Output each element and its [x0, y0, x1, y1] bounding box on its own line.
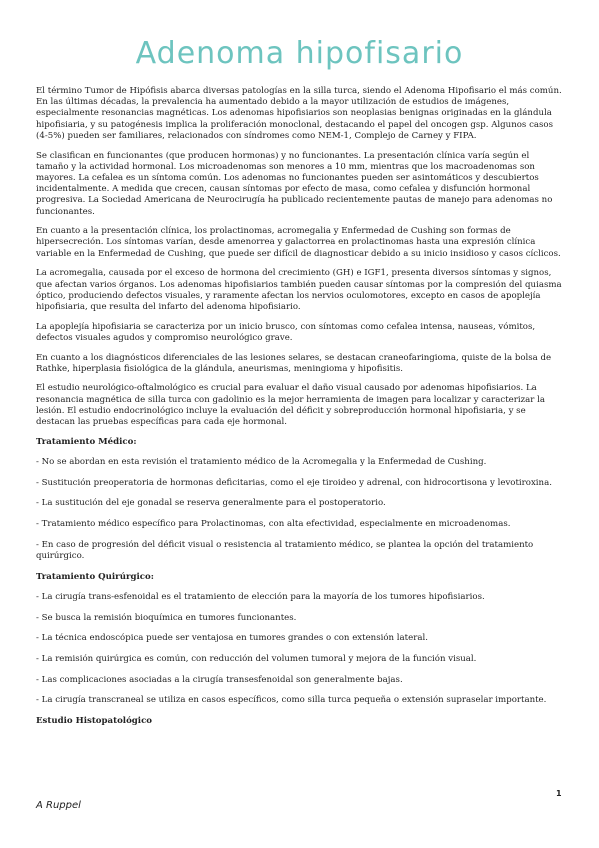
paragraph-apoplexy: La apoplejía hipofisiaria se caracteriza por un inicio brusco, con síntomas como cefalea intensa, nauseas, vómitos, defectos visuales agudos y compromiso neurológico grave.: [36, 321, 536, 343]
list-item: - Tratamiento médico específico para Prolactinomas, con alta efectividad, especialmente en microadenomas.: [36, 519, 511, 530]
list-item: - La remisión quirúrgica es común, con reducción del volumen tumoral y mejora de la función visual.: [36, 654, 477, 665]
page-number: 1: [556, 789, 562, 798]
list-item: - La cirugía trans-esfenoidal es el tratamiento de elección para la mayoría de los tumores hipofisiarios.: [36, 591, 485, 602]
list-item: - Las complicaciones asociadas a la cirugía transesfenoidal son generalmente bajas.: [36, 674, 403, 685]
heading-medical-treatment: Tratamiento Médico:: [36, 436, 137, 447]
list-item: - La técnica endoscópica puede ser ventajosa en tumores grandes o con extensión lateral.: [36, 633, 428, 644]
paragraph-intro: El término Tumor de Hipófisis abarca diversas patologías en la silla turca, siendo el Adenoma Hipofisario el más común. En las últimas décadas, la prevalencia ha aumentado debido a la mayor utilización de estudios de imágenes, especialmente resonancias magnéticas. Los adenomas hipofisiarios son neoplasias benignas originadas en la glándula hipofisiaria, y su patogénesis implica la proliferación monoclonal, destacando el papel del oncogen gsp. Algunos casos (4-5%) pueden ser familiares, relacionados con síndromes como NEM-1, Complejo de Carney y FIPA.: [36, 86, 562, 141]
list-item: - En caso de progresión del déficit visual o resistencia al tratamiento médico, se plantea la opción del tratamiento quirúrgico.: [36, 539, 534, 561]
author-signature: A Ruppel: [36, 800, 81, 811]
document-body: [36, 86, 563, 736]
paragraph-acromegaly: La acromegalia, causada por el exceso de hormona del crecimiento (GH) e IGF1, presenta diversos síntomas y signos, que afectan varios órganos. Los adenomas hipofisiarios también pueden causar síntomas por la compresión del quiasma óptico, produciendo defectos visuales, y raramente afectan los nervios oculomotores, excepto en casos de apoplejía hipofisiaria, que resulta del infarto del adenoma hipofisiario.: [36, 268, 562, 312]
list-item: - La sustitución del eje gonadal se reserva generalmente para el postoperatorio.: [36, 498, 386, 509]
paragraph-study: El estudio neurológico-oftalmológico es crucial para evaluar el daño visual causado por adenomas hipofisiarios. La resonancia magnética de silla turca con gadolinio es la mejor herramienta de imagen para localizar y caracterizar la lesión. El estudio endocrinológico incluye la evaluación del déficit y sobreproducción hormonal hipofisiaria, y se destacan las pruebas específicas para cada eje hormonal.: [36, 383, 545, 428]
paragraph-differential: En cuanto a los diagnósticos diferenciales de las lesiones selares, se destacan craneofaringioma, quiste de la bolsa de Rathke, hiperplasia fisiológica de la glándula, aneurismas, meningioma y hipofisitis.: [36, 352, 552, 374]
paragraph-clinical: En cuanto a la presentación clínica, los prolactinomas, acromegalia y Enfermedad de Cushing son formas de hipersecreción. Los síntomas varían, desde amenorrea y galactorrea en prolactinomas hasta una expresión clínica variable en la Enfermedad de Cushing, que puede ser difícil de diagnosticar debido a su inicio insidioso y casos cíclicos.: [36, 226, 561, 259]
list-item: - No se abordan en esta revisión el tratamiento médico de la Acromegalia y la Enfermedad de Cushing.: [36, 456, 487, 467]
heading-histopathology: Estudio Histopatológico: [36, 716, 153, 727]
list-item: - Se busca la remisión bioquímica en tumores funcionantes.: [36, 612, 297, 623]
heading-surgical-treatment: Tratamiento Quirúrgico:: [36, 571, 154, 582]
document-title: Adenoma hipofisario: [135, 36, 464, 71]
list-item: - La cirugía transcraneal se utiliza en casos específicos, como silla turca pequeña o extensión supraselar importante.: [36, 695, 547, 706]
list-item: - Sustitución preoperatoria de hormonas deficitarias, como el eje tiroideo y adrenal, con hidrocortisona y levotiroxina.: [36, 477, 552, 488]
paragraph-classification: Se clasifican en funcionantes (que producen hormonas) y no funcionantes. La presentación clínica varía según el tamaño y la actividad hormonal. Los microadenomas son menores a 10 mm, mientras que los macroadenomas son mayores. La cefalea es un síntoma común. Los adenomas no funcionantes pueden ser asintomáticos y descubiertos incidentalmente. A medida que crecen, causan síntomas por efecto de masa, como cefalea y disfunción hormonal progresiva. La Sociedad Americana de Neurocirugía ha publicado recientemente pautas de manejo para adenomas no funcionantes.: [36, 150, 553, 217]
